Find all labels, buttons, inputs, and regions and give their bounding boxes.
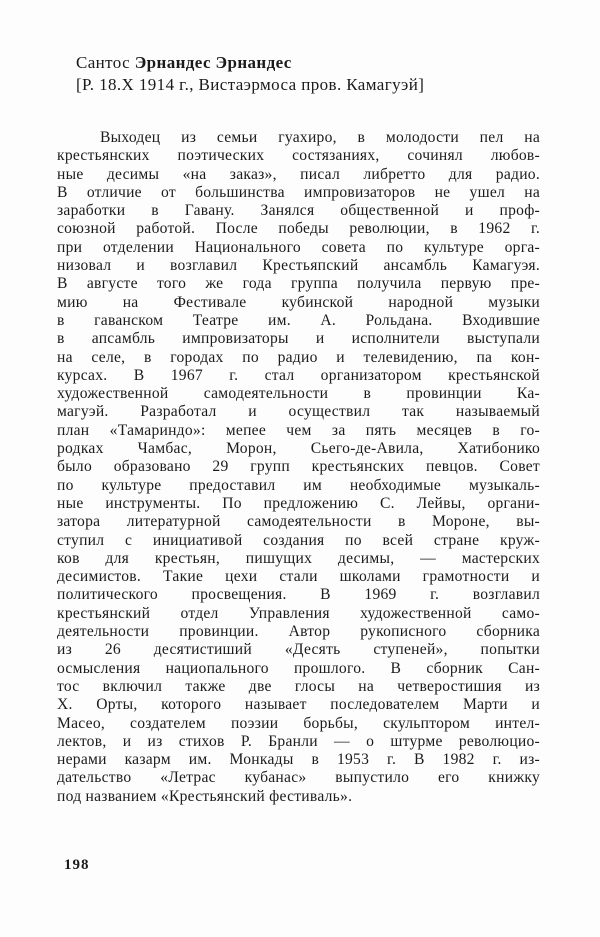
text-line: из 26 десятистиший «Десять ступеней», попытки (57, 641, 540, 659)
text-line: художественной самодеятельности в провинции Ка- (57, 385, 540, 403)
text-line: на селе, в городах по радио и телевидению, па кон- (57, 348, 540, 366)
page-number: 198 (64, 857, 90, 873)
text-line: нерами казарм им. Монкады в 1953 г. В 1982 г. из- (57, 751, 540, 769)
text-line: ступил с инициативой создания по всей стране круж- (57, 531, 540, 549)
text-line: магуэй. Разработал и осуществил так называемый (57, 403, 540, 421)
text-line: десимистов. Такие цехи стали школами грамотности и (57, 568, 540, 586)
text-line: курсах. В 1967 г. стал организатором крестьянской (57, 366, 540, 384)
text-line: Выходец из семьи гуахиро, в молодости пел на (100, 129, 540, 146)
text-line: лектов, и из стихов Р. Бранли — о штурме революцио- (57, 732, 540, 750)
text-line: дательство «Летрас кубанас» выпустило его книжку (57, 769, 540, 787)
text-line: было образовано 29 групп крестьянских певцов. Совет (57, 458, 540, 476)
text-line: заработки в Гавану. Занялся общественной и проф- (57, 202, 540, 220)
text-line: Х. Орты, которого называет последователем Марти и (57, 696, 540, 714)
entry-surname: Эрнандес Эрнандес (134, 53, 292, 72)
text-line: союзной работой. После победы революции, в 1962 г. (57, 220, 540, 238)
entry-header (76, 52, 546, 96)
entry-birth-info: [Р. 18.X 1914 г., Вистаэрмоса пров. Камагуэй] (76, 75, 425, 94)
text-line: ков для крестьян, пишущих десимы, — мастерских (57, 549, 540, 567)
text-line: Масео, создателем поэзии борьбы, скульптором интел- (57, 714, 540, 732)
text-line: затора литературной самодеятельности в Мороне, вы- (57, 513, 540, 531)
text-line: мию на Фестивале кубинской народной музыки (57, 293, 540, 311)
text-line: под названием «Крестьянский фестиваль». (57, 787, 353, 805)
text-line: В отличие от большинства импровизаторов не ушел на (57, 183, 540, 201)
text-line: по культуре предоставил им необходимые музыкаль- (57, 476, 540, 494)
text-line: в апсамбль импровизаторы и исполнители выступали (57, 330, 540, 348)
entry-text (57, 129, 540, 806)
text-line: осмысления нациопального прошлого. В сборник Сан- (57, 659, 540, 677)
text-line: родках Чамбас, Морон, Сьего-де-Авила, Хатибонико (57, 440, 540, 458)
text-line: низовал и возглавил Крестьяпский ансамбль Камагуэя. (57, 257, 540, 275)
text-line: план «Тамариндо»: мепее чем за пять месяцев в го- (57, 421, 540, 439)
text-line: тос включил также две глосы на четверостишия из (57, 677, 540, 695)
text-line: политического просвещения. В 1969 г. возглавил (57, 586, 540, 604)
text-line: крестьянских поэтических состязаниях, сочинял любов- (57, 147, 540, 165)
entry-first-name: Сантос (76, 53, 131, 72)
text-line: в гаванском Театре им. А. Рольдана. Входившие (57, 311, 540, 329)
text-line: В августе того же года группа получила первую пре- (57, 275, 540, 293)
text-line: крестьянский отдел Управления художественной само- (57, 604, 540, 622)
text-line: ные инструменты. По предложению С. Лейвы, органи- (57, 494, 540, 512)
text-line: при отделении Национального совета по культуре орга- (57, 238, 540, 256)
entry-name-line (76, 52, 546, 74)
text-line: деятельности провинции. Автор рукописного сборника (57, 623, 540, 641)
text-line: ные десимы «на заказ», писал либретто для радио. (57, 165, 540, 183)
